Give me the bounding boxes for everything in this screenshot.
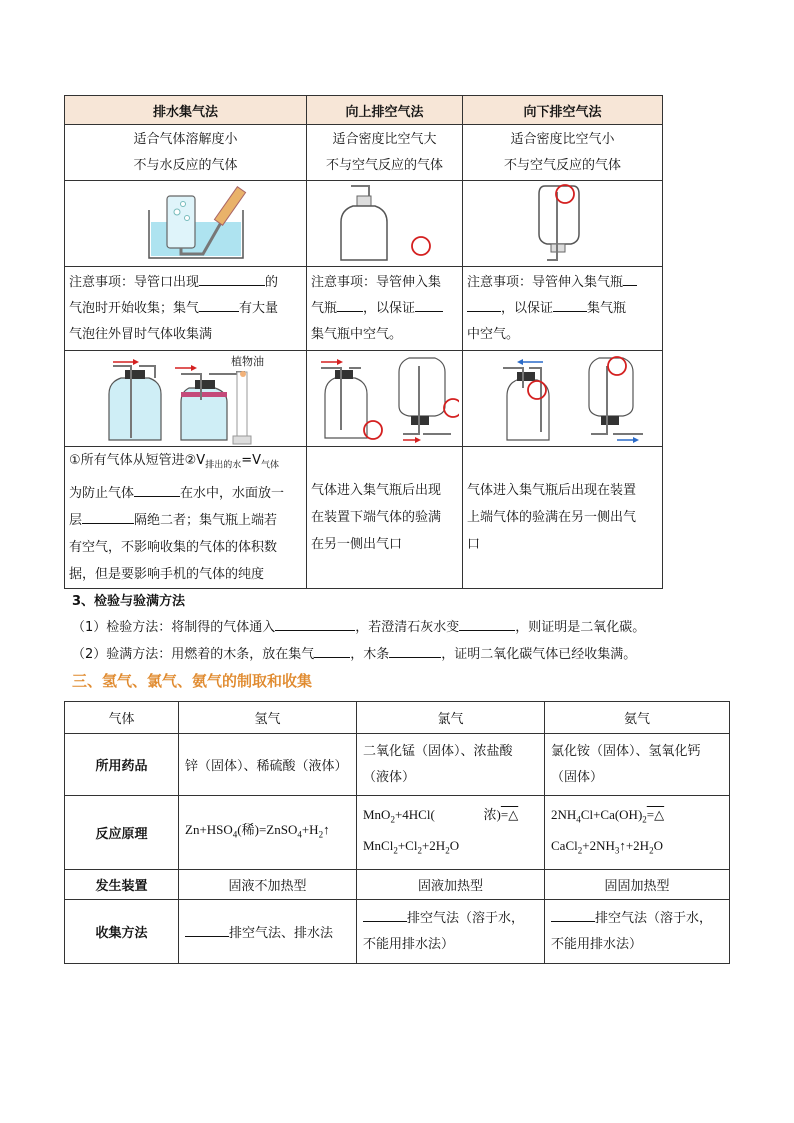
water-trough-diagram-cell bbox=[65, 181, 307, 267]
text-line: 氯化铵（固体）、氢氧化钙 bbox=[551, 743, 701, 759]
apparatus-image-row bbox=[65, 181, 663, 267]
principle-label: 反应原理 bbox=[65, 796, 179, 870]
text-line: 不与空气反应的气体 bbox=[325, 157, 443, 173]
text-line: 集气瓶 bbox=[587, 300, 627, 316]
chlorine-equation: MnO$_2$+4HCl( 浓)=△ $MnCl_2+Cl_2+2H_2O$ bbox=[357, 796, 545, 870]
section3-title: 3、检验与验满方法 bbox=[72, 594, 186, 609]
hydrogen-equation: $Zn+HSO_4$(稀)$=ZnSO_4+H_2↑$ bbox=[179, 796, 357, 870]
ammonia-collect bbox=[545, 900, 730, 964]
collect-label: 收集方法 bbox=[65, 900, 179, 964]
fill-blank bbox=[459, 616, 515, 631]
text-line: （1）检验方法：将制得的气体通入 bbox=[72, 620, 276, 635]
text-line: 注意事项：导管伸入集 bbox=[311, 274, 442, 290]
test-method-line bbox=[72, 616, 645, 635]
notes-row bbox=[65, 267, 663, 351]
text-line: 在装置下端气体的验满 bbox=[311, 509, 442, 525]
apparatus-row bbox=[65, 870, 730, 900]
text-line: 适合密度比空气小 bbox=[510, 131, 615, 147]
water-trough-diagram bbox=[69, 182, 303, 266]
suitability-row bbox=[65, 125, 663, 181]
hydrogen-reagents: 锌（固体）、稀硫酸（液体） bbox=[179, 734, 357, 796]
notes-water-displacement bbox=[65, 267, 307, 351]
suitability-cell bbox=[463, 125, 663, 181]
full-check-line bbox=[72, 643, 636, 662]
text-line: （固体） bbox=[551, 769, 604, 785]
text-line: 有空气，不影响收集的气体的体积数 bbox=[69, 539, 278, 555]
fill-blank bbox=[314, 643, 350, 658]
text-line: ，以保证 bbox=[363, 300, 416, 316]
chlorine-collect bbox=[357, 900, 545, 964]
fill-blank bbox=[275, 616, 355, 631]
fill-blank bbox=[82, 509, 134, 524]
chlorine-reagents bbox=[357, 734, 545, 796]
bottle-diagrams-row bbox=[65, 351, 663, 447]
ammonia-equation: $2NH_4Cl+Ca(OH)_2=\triangle$ $CaCl_2+2NH_3↑+2H_2O$ bbox=[545, 796, 730, 870]
fill-blank bbox=[551, 907, 595, 922]
downward-air-bottles bbox=[467, 352, 659, 446]
explanation-water-displacement bbox=[65, 447, 307, 589]
fill-blank bbox=[467, 297, 501, 312]
apparatus-label: 发生装置 bbox=[65, 870, 179, 900]
text-line: 排空气法（溶于水， bbox=[407, 910, 525, 926]
text-line: ①所有气体从短管进②V bbox=[69, 453, 206, 468]
text-line: 注意事项：导管伸入集气瓶 bbox=[467, 274, 624, 290]
header-row bbox=[65, 702, 730, 734]
text-line: 气瓶 bbox=[311, 300, 338, 316]
gas-collection-table bbox=[64, 95, 663, 589]
principle-row bbox=[65, 796, 730, 870]
text-line: 在水中，水面放一 bbox=[180, 485, 285, 501]
fill-blank bbox=[553, 297, 587, 312]
subscript: 排出的水 bbox=[205, 460, 242, 471]
notes-downward-air bbox=[463, 267, 663, 351]
text-line: 注意事项：导管口出现 bbox=[69, 274, 200, 290]
header-chlorine: 氯气 bbox=[357, 702, 545, 734]
text-line: 适合气体溶解度小 bbox=[133, 131, 238, 147]
downward-bottle-diagram-cell bbox=[463, 181, 663, 267]
suitability-cell bbox=[307, 125, 463, 181]
reagents-row bbox=[65, 734, 730, 796]
text-line: 排空气法、排水法 bbox=[229, 926, 334, 941]
text-line: 气泡时开始收集；集气 bbox=[69, 300, 200, 316]
gas-preparation-table bbox=[64, 701, 730, 964]
upward-air-diagram bbox=[311, 182, 459, 266]
reagents-label: 所用药品 bbox=[65, 734, 179, 796]
text-line: 适合密度比空气大 bbox=[332, 131, 437, 147]
text-line: 隔绝二者；集气瓶上端若 bbox=[134, 512, 278, 528]
suitability-cell bbox=[65, 125, 307, 181]
fill-blank bbox=[134, 482, 180, 497]
fill-blank bbox=[199, 297, 239, 312]
text-line: （液体） bbox=[363, 769, 416, 785]
text-line: 中空气。 bbox=[467, 326, 520, 342]
fill-blank bbox=[185, 922, 229, 937]
fill-blank bbox=[415, 297, 443, 312]
text-line: 在另一侧出气口 bbox=[311, 536, 403, 552]
explanation-upward-air bbox=[307, 447, 463, 589]
text-line: ，若澄清石灰水变 bbox=[355, 620, 460, 635]
text-line: 二氧化锰（固体）、浓盐酸 bbox=[363, 743, 513, 759]
ammonia-apparatus: 固固加热型 bbox=[545, 870, 730, 900]
text-line: 上端气体的验满在另一侧出气 bbox=[467, 509, 637, 525]
text-line: 气体进入集气瓶后出现 bbox=[311, 482, 442, 498]
text-line: 不能用排水法） bbox=[551, 936, 643, 952]
text-line: 不能用排水法） bbox=[363, 936, 455, 952]
header-downward-air: 向下排空气法 bbox=[463, 96, 663, 125]
text-line: 气体进入集气瓶后出现在装置 bbox=[467, 482, 637, 498]
text-line: ，证明二氧化碳气体已经收集满。 bbox=[441, 647, 637, 662]
text-line: （2）验满方法：用燃着的木条，放在集气 bbox=[72, 647, 315, 662]
fill-blank bbox=[363, 907, 407, 922]
vegetable-oil-label: 植物油 bbox=[231, 355, 264, 368]
text-line: 有大量 bbox=[239, 300, 279, 316]
text-line: 的 bbox=[265, 274, 279, 290]
header-row bbox=[65, 96, 663, 125]
ammonia-reagents bbox=[545, 734, 730, 796]
water-displacement-bottles-cell bbox=[65, 351, 307, 447]
fill-blank bbox=[389, 643, 441, 658]
header-hydrogen: 氢气 bbox=[179, 702, 357, 734]
upward-bottle-diagram-cell bbox=[307, 181, 463, 267]
text-line: ，以保证 bbox=[501, 300, 554, 316]
text-line: 气泡往外冒时气体收集满 bbox=[69, 326, 213, 342]
header-upward-air: 向上排空气法 bbox=[307, 96, 463, 125]
text-line: ，则证明是二氧化碳。 bbox=[515, 620, 646, 635]
text-line: =V bbox=[241, 453, 262, 468]
fill-blank bbox=[199, 271, 265, 286]
header-ammonia: 氨气 bbox=[545, 702, 730, 734]
text-line: 口 bbox=[467, 536, 481, 552]
text-line: 不与空气反应的气体 bbox=[503, 157, 621, 173]
text-line: 层 bbox=[69, 512, 83, 528]
upward-air-bottles-cell bbox=[307, 351, 463, 447]
text-line: ，木条 bbox=[350, 647, 390, 662]
notes-upward-air bbox=[307, 267, 463, 351]
header-water-displacement: 排水集气法 bbox=[65, 96, 307, 125]
subscript: 气体 bbox=[261, 460, 280, 471]
header-gas: 气体 bbox=[65, 702, 179, 734]
water-displacement-bottles bbox=[69, 352, 303, 446]
upward-air-bottles bbox=[311, 352, 459, 446]
explanation-row bbox=[65, 447, 663, 589]
chlorine-apparatus: 固液加热型 bbox=[357, 870, 545, 900]
explanation-downward-air bbox=[463, 447, 663, 589]
section-heading-3: 三、氢气、氯气、氨气的制取和收集 bbox=[72, 672, 313, 690]
collect-row bbox=[65, 900, 730, 964]
downward-air-bottles-cell bbox=[463, 351, 663, 447]
text-line: 排空气法（溶于水， bbox=[595, 910, 713, 926]
downward-air-diagram bbox=[467, 182, 659, 266]
fill-blank bbox=[623, 271, 637, 286]
hydrogen-collect bbox=[179, 900, 357, 964]
text-line: 为防止气体 bbox=[69, 485, 135, 501]
text-line: 集气瓶中空气。 bbox=[311, 326, 403, 342]
text-line: 不与水反应的气体 bbox=[133, 157, 238, 173]
hydrogen-apparatus: 固液不加热型 bbox=[179, 870, 357, 900]
fill-blank bbox=[337, 297, 363, 312]
text-line: 据，但是要影响手机的气体的纯度 bbox=[69, 566, 265, 582]
